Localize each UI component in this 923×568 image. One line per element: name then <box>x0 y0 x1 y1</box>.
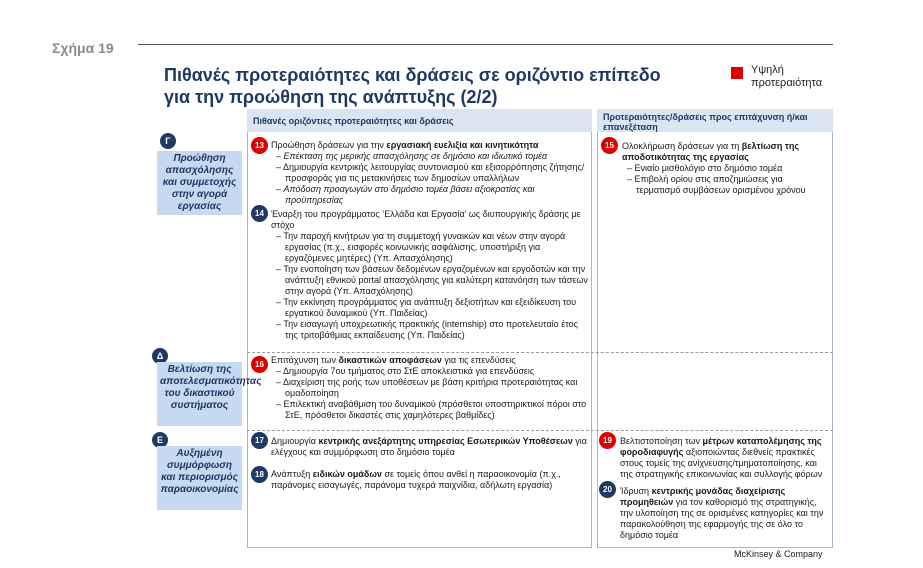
category-employment: Προώθηση απασχόλησης και συμμετοχής στην αγορά εργασίας <box>157 151 242 215</box>
title-line-1: Πιθανές προτεραιότητες και δράσεις σε οριζόντιο επίπεδο <box>164 65 661 85</box>
item-16-bold: δικαστικών αποφάσεων <box>338 355 442 365</box>
item-15-text: Ολοκλήρωση δράσεων για τη <box>622 141 742 151</box>
left-column-header: Πιθανές οριζόντιες προτεραιότητες και δράσεις <box>247 109 592 132</box>
item-15-marker: 15 <box>601 137 618 154</box>
legend-swatch <box>731 67 743 79</box>
item-18-text-end: σε τομείς όπου ανθεί η παραοικονομία (π.χ., παράνομες εισαγωγές, παράνομα τυχερά παιχνίδια, αδήλωτη εργασία) <box>271 469 561 490</box>
category-badge-c: Γ <box>160 133 176 149</box>
item-17-bold: κεντρικής ανεξάρτητης υπηρεσίας Εσωτερικών Υποθέσεων <box>318 436 573 446</box>
legend-label: Υψηλή προτεραιότητα <box>751 64 823 89</box>
item-18-text: Ανάπτυξη <box>271 469 313 479</box>
item-16-sub-2: Διαχείριση της ροής των υποθέσεων με βάση κριτήρια προτεραιότητας και ομαδοποίηση <box>283 377 578 398</box>
item-14-sub-2: Την ενοποίηση των βάσεων δεδομένων εργαζομένων και εργοδοτών και την ανάπτυξη εθνικού portal απασχόλησης για καλύτερη κατανόηση των τάσεων στην αγορά (Υπ. Απασχόλησης) <box>283 264 588 296</box>
item-16 <box>271 355 589 421</box>
item-18-bold: ειδικών ομάδων <box>312 469 382 479</box>
item-20-text: Ίδρυση <box>620 486 652 496</box>
item-14 <box>271 209 589 341</box>
page-title <box>164 64 724 108</box>
item-16-sub-3: Επιλεκτική αναβάθμιση του δυναμικού (πρόσθετοι υποστηρικτικοί πόροι στο ΣτΕ, πρόσθετοι δικαστές στις χαμηλότερες βαθμίδες) <box>283 399 587 420</box>
item-19-bold: μέτρων καταπολέμησης της φοροδιαφυγής <box>620 436 822 457</box>
footer-company: McKinsey & Company <box>734 549 823 559</box>
item-14-sub-3: Την εκκίνηση προγράμματος για ανάπτυξη δεξιοτήτων και εξειδίκευση του εργατικού δυναμικού (Υπ. Παιδείας) <box>283 297 577 318</box>
figure-label: Σχήμα 19 <box>52 40 114 56</box>
section-divider <box>247 430 833 431</box>
item-14-marker: 14 <box>251 205 268 222</box>
item-13-bold: εργασιακή ευελιξία και κινητικότητα <box>386 140 539 150</box>
item-16-text-end: για τις επενδύσεις <box>441 355 516 365</box>
title-line-2: για την προώθηση της ανάπτυξης (2/2) <box>164 87 498 107</box>
item-13-text: Προώθηση δράσεων για την <box>271 140 387 150</box>
category-badge-d: Δ <box>152 348 168 364</box>
item-16-sub-1: Δημιουργία 7ου τμήματος στο ΣτΕ αποκλειστικά για επενδύσεις <box>283 366 535 376</box>
right-column-header: Προτεραιότητες/δράσεις προς επιτάχυνση ή/και επανεξέταση <box>597 109 833 132</box>
item-13-sub-3: Απόδοση προαγωγών στο δημόσιο τομέα βάσει αξιοκρατίας και προϋπηρεσίας <box>283 184 535 205</box>
item-15-sub-2: Επιβολή ορίου στις αποζημιώσεις για τερματισμό συμβάσεων ορισμένου χρόνου <box>634 174 806 195</box>
item-14-sub-1: Την παροχή κινήτρων για τη συμμετοχή γυναικών και νέων στην αγορά εργασίας (π.χ., εισφορές κοινωνικής ασφάλισης, υποστήριξη για εργαζόμενες μητέρες) (Υπ. Απασχόλησης) <box>283 231 566 263</box>
item-15 <box>622 141 829 196</box>
item-17-text-end: για ελέγχους και συμμόρφωση στο δημόσιο τομέα <box>271 436 587 457</box>
item-19-text-end: αξιοποιώντας διεθνείς πρακτικές στους τομείς της ανίχνευσης/τμηματοποίησης, και της στρατηγικής επικοινωνίας και συλλογής φόρων <box>620 447 823 479</box>
item-16-text: Επιτάχυνση των <box>271 355 339 365</box>
item-20-bold: κεντρικής μονάδας διαχείρισης προμηθειών <box>620 486 786 507</box>
category-compliance: Αυξημένη συμμόρφωση και περιορισμός παραοικονομίας <box>157 446 242 510</box>
top-rule <box>138 44 833 45</box>
item-14-text: Έναρξη του προγράμματος ‘Ελλάδα και Εργασία’ ως διυπουργικής δράσης με στόχο <box>271 209 581 230</box>
item-20-text-end: για τον καθορισμό της στρατηγικής, την υλοποίηση της σε ορισμένες κατηγορίες και την παρακολούθηση της εφαρμογής της σε όλο το δημόσιο τομέα <box>620 497 824 540</box>
item-19 <box>620 436 831 480</box>
item-14-sub-4: Την εισαγωγή υποχρεωτικής πρακτικής (internship) στο προτελευταίο έτος της τριτοβάθμιας εκπαίδευσης (Υπ. Παιδείας) <box>283 319 578 340</box>
item-18-marker: 18 <box>251 466 268 483</box>
item-13-marker: 13 <box>251 137 268 154</box>
item-15-sub-1: Ενιαίο μισθολόγιο στο δημόσιο τομέα <box>634 163 783 173</box>
item-20-marker: 20 <box>599 481 616 498</box>
item-19-marker: 19 <box>599 432 616 449</box>
item-15-bold: βελτίωση της αποδοτικότητας της εργασίας <box>622 141 800 162</box>
item-20 <box>620 486 831 541</box>
category-badge-e: Ε <box>152 432 168 448</box>
item-13-sub-2: Δημιουργία κεντρικής λειτουργίας συντονισμού και εξισορρόπησης ζήτησης/προσφοράς για τις μετακινήσεις των δημοσίων υπαλλήλων <box>283 162 585 183</box>
item-16-marker: 16 <box>251 356 268 373</box>
item-17-text: Δημιουργία <box>271 436 319 446</box>
item-17 <box>271 436 589 458</box>
item-13 <box>271 140 589 206</box>
item-17-marker: 17 <box>251 432 268 449</box>
item-13-sub-1: Επέκταση της μερικής απασχόλησης σε δημόσιο και ιδιωτικό τομέα <box>283 151 548 161</box>
category-justice: Βελτίωση της αποτελεσματικότητας του δικαστικού συστήματος <box>157 362 242 426</box>
item-18 <box>271 469 589 491</box>
section-divider <box>247 352 833 353</box>
item-19-text: Βελτιστοποίηση των <box>620 436 703 446</box>
